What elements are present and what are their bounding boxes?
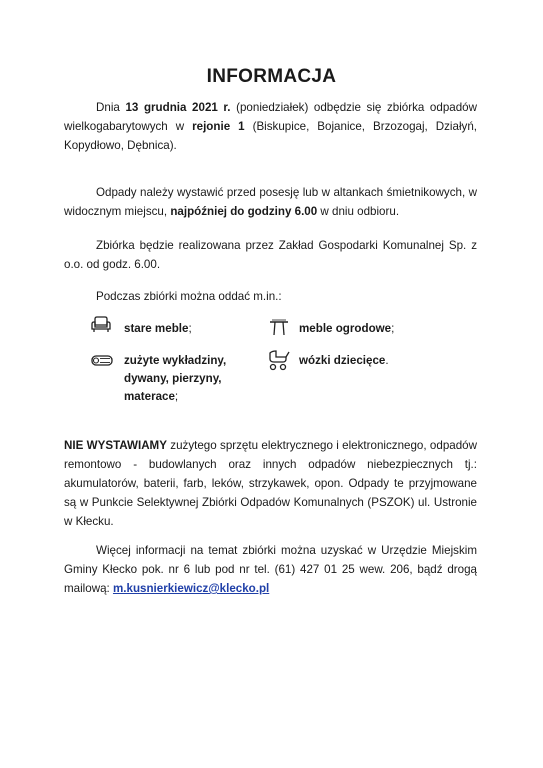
item-suffix: ; [188,322,192,335]
paragraph-not-accepted [64,436,477,531]
paragraph-operator: Zbiórka będzie realizowana przez Zakład Gospodarki Komunalnej Sp. z o.o. od godz. 6.00. [64,239,477,271]
collection-date: 13 grudnia 2021 r. [125,101,231,114]
item-label: meble ogrodowe [299,322,392,335]
text-fragment: w dniu odbioru. [317,205,400,218]
item-carpets-bedding [124,352,264,406]
text-fragment: Odpady należy wystawić przed posesję lub w altankach śmietnikowych, w widocznym miejscu, [64,186,477,218]
document-title: INFORMACJA [206,66,337,87]
paragraph-collection-date [64,98,477,155]
item-suffix: ; [391,322,395,335]
carpet-roll-icon [91,354,115,368]
text-fragment: Dnia [96,101,126,114]
item-suffix: . [385,354,389,367]
deadline-time: najpóźniej do godziny 6.00 [170,205,318,218]
item-strollers [299,352,389,370]
item-label: zużyte wykładziny, dywany, pierzyny, materace [124,354,227,403]
paragraph-contact [64,541,477,598]
garden-table-icon [268,319,290,337]
text-fragment: zużytego sprzętu elektrycznego i elektronicznego, odpadów remontowo - budowlanych oraz innych odpadów niebezpiecznych tj.: akumulatorów, baterii, farb, leków, strzykawek, opon. Odpady te przyjmowane są w Punkcie Selektywnej Zbiórki Odpadów Komunalnych (PSZOK) ul. Ustronie w Kłecku. [64,439,477,528]
text-fragment: (poniedziałek) odbędzie się zbiórka odpadów wielkogabarytowych w [64,101,477,133]
paragraph-placement [64,183,477,221]
paragraph-items-intro: Podczas zbiórki można oddać m.in.: [96,290,282,303]
contact-email-link[interactable]: m.kusnierkiewicz@klecko.pl [112,582,270,595]
not-accepted-lead: NIE WYSTAWIAMY [64,439,167,452]
collection-region: rejonie 1 [192,120,245,133]
armchair-icon [90,316,112,334]
text-fragment: Więcej informacji na temat zbiórki można uzyskać w Urzędzie Miejskim Gminy Kłecko pok. nr 6 lub pod nr tel. (61) 427 01 25 wew. 206, bądź drogą mailową: [64,544,477,595]
item-suffix: ; [174,390,179,403]
item-label: wózki dziecięce [299,354,386,367]
text-fragment: (Biskupice, Bojanice, Brzozogaj, Działyń, Kopydłowo, Dębnica). [64,120,477,152]
item-garden-furniture [299,320,394,338]
item-label: stare meble [124,322,189,335]
item-old-furniture [124,320,192,338]
stroller-icon [266,349,290,371]
